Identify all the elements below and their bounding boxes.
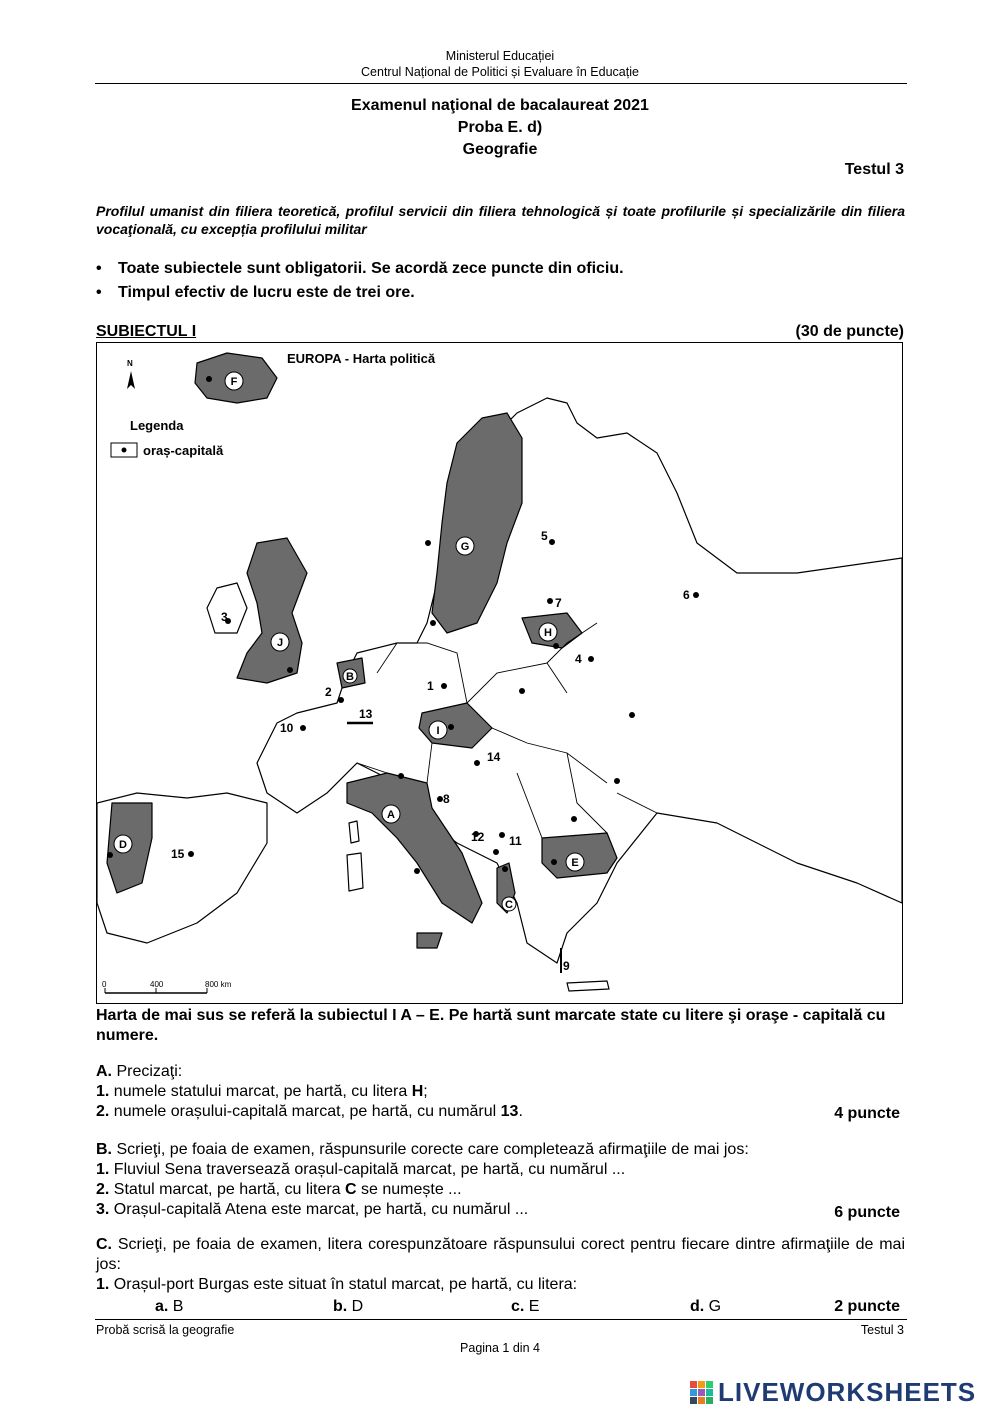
svg-text:G: G	[460, 541, 470, 553]
city-12: 12	[471, 830, 485, 844]
city-8: 8	[443, 792, 450, 806]
north-arrow-icon	[127, 371, 135, 389]
marker-E	[566, 853, 584, 871]
test-number: Testul 3	[844, 161, 904, 178]
city-7: 7	[555, 596, 562, 610]
map-title: EUROPA - Harta politică	[287, 351, 436, 366]
map-caption: Harta de mai sus se referă la subiectul I A – E. Pe hartă sunt marcate state cu litere şi oraşe - capitală cu numere.	[96, 1007, 886, 1044]
footer-right: Testul 3	[860, 1323, 904, 1337]
svg-text:0: 0	[102, 980, 107, 989]
section-title: SUBIECTUL I	[96, 323, 197, 340]
marker-B	[343, 669, 357, 683]
state-J-uk	[237, 538, 307, 683]
marker-I	[429, 721, 447, 739]
svg-text:H: H	[544, 627, 552, 639]
brand-text: LIVEWORKSHEETS	[718, 1377, 977, 1407]
question-B-item: 2. Statul marcat, pe hartă, cu litera C se numește ...	[96, 1181, 462, 1198]
brand-logo	[690, 1377, 996, 1409]
svg-text:A: A	[387, 809, 395, 821]
marker-J	[271, 633, 289, 651]
footer-rule	[95, 1319, 907, 1320]
marker-A	[382, 805, 400, 823]
page-number: Pagina 1 din 4	[460, 1341, 540, 1355]
section-points: (30 de puncte)	[795, 323, 904, 340]
question-A-points: 4 puncte	[834, 1105, 900, 1122]
marker-G	[456, 537, 474, 555]
svg-text:J: J	[276, 637, 284, 649]
question-A-item: 2. numele orașului-capitală marcat, pe hartă, cu numărul 13.	[96, 1103, 523, 1120]
city-15: 15	[171, 847, 185, 861]
capital-dot-icon	[122, 448, 127, 453]
option-d: d. G	[690, 1298, 722, 1315]
svg-text:B: B	[346, 671, 354, 683]
city-5: 5	[541, 529, 548, 543]
svg-text:E: E	[571, 857, 579, 869]
crete	[567, 981, 609, 991]
question-C-item: 1. Orașul-port Burgas este situat în statul marcat, pe hartă, cu litera:	[96, 1276, 578, 1293]
rule-item: • Timpul efectiv de lucru este de trei ore.	[96, 284, 415, 301]
legend-item: oraș-capitală	[143, 443, 224, 458]
city-9: 9	[563, 959, 570, 973]
marker-D	[114, 835, 132, 853]
center-name: Centrul Național de Politici și Evaluare în Educație	[361, 65, 639, 79]
exam-subject: Geografie	[462, 141, 538, 158]
city-10: 10	[280, 721, 294, 735]
city-3: 3	[221, 610, 228, 624]
map-svg	[97, 343, 902, 1003]
question-B-item: 3. Orașul-capitală Atena este marcat, pe hartă, cu numărul ...	[96, 1201, 529, 1218]
question-C-points: 2 puncte	[834, 1298, 900, 1315]
svg-text:C: C	[505, 899, 513, 911]
option-c: c. E	[511, 1298, 540, 1315]
city-6: 6	[683, 588, 690, 602]
corsica	[349, 821, 359, 843]
svg-text:D: D	[119, 839, 127, 851]
exam-title: Examenul naţional de bacalaureat 2021	[351, 97, 649, 114]
marker-C	[502, 897, 516, 911]
question-B: B. Scrieţi, pe foaia de examen, răspunsurile corecte care completează afirmaţiile de mai jos: 1. Fluviul Sena traversează orașul-capitală marcat, pe hartă, cu numărul ... 2. Statul marcat, pe hartă, cu litera C se numește ... 3. Orașul-capitală Atena este marcat, pe hartă, cu numărul ...	[96, 1140, 905, 1220]
svg-text:800 km: 800 km	[205, 980, 232, 989]
legend-title: Legenda	[130, 418, 184, 433]
question-A-item: 1. numele statului marcat, pe hartă, cu litera H;	[96, 1083, 428, 1100]
ministry-name: Ministerul Educației	[445, 49, 555, 63]
sardinia	[347, 853, 363, 891]
option-a: a. B	[155, 1298, 184, 1315]
exam-proba: Proba E. d)	[457, 119, 543, 136]
scale-bar	[102, 980, 232, 993]
rule-item: • Toate subiectele sunt obligatorii. Se acordă zece puncte din oficiu.	[96, 260, 624, 277]
svg-text:F: F	[230, 376, 238, 388]
city-1: 1	[427, 679, 434, 693]
question-A: A. Precizaţi: 1. numele statului marcat, pe hartă, cu litera H; 2. numele orașului-capitală marcat, pe hartă, cu numărul 13.	[96, 1062, 905, 1122]
city-14: 14	[487, 750, 501, 764]
ireland	[207, 583, 247, 633]
header-rule	[95, 83, 907, 84]
brand-icon	[690, 1381, 714, 1405]
footer-left: Probă scrisă la geografie	[96, 1323, 235, 1337]
rules-list	[96, 257, 905, 305]
europe-map	[96, 342, 903, 1004]
city-11: 11	[509, 834, 522, 848]
north-label: N	[127, 359, 133, 368]
option-b: b. D	[333, 1298, 364, 1315]
question-B-item: 1. Fluviul Sena traversează orașul-capitală marcat, pe hartă, cu numărul ...	[96, 1161, 626, 1178]
question-B-points: 6 puncte	[834, 1204, 900, 1221]
city-4: 4	[575, 652, 582, 666]
question-C: C. Scrieţi, pe foaia de examen, litera corespunzătoare răspunsului corect pentru fiecare dintre afirmaţiile de mai jos: 1. Orașul-port Burgas este situat în statul marcat, pe hartă, cu litera:	[96, 1236, 905, 1293]
svg-text:400: 400	[150, 980, 164, 989]
city-13: 13	[359, 707, 373, 721]
city-2: 2	[325, 685, 332, 699]
marker-H	[539, 623, 557, 641]
profile-text: Profilul umanist din filiera teoretică, profilul servicii din filiera tehnologică și toate profilurile și specializările din filiera vocaţională, cu excepția profilului militar	[96, 203, 905, 237]
svg-text:I: I	[436, 725, 440, 737]
marker-F	[225, 372, 243, 390]
state-A-sicily	[417, 933, 442, 948]
